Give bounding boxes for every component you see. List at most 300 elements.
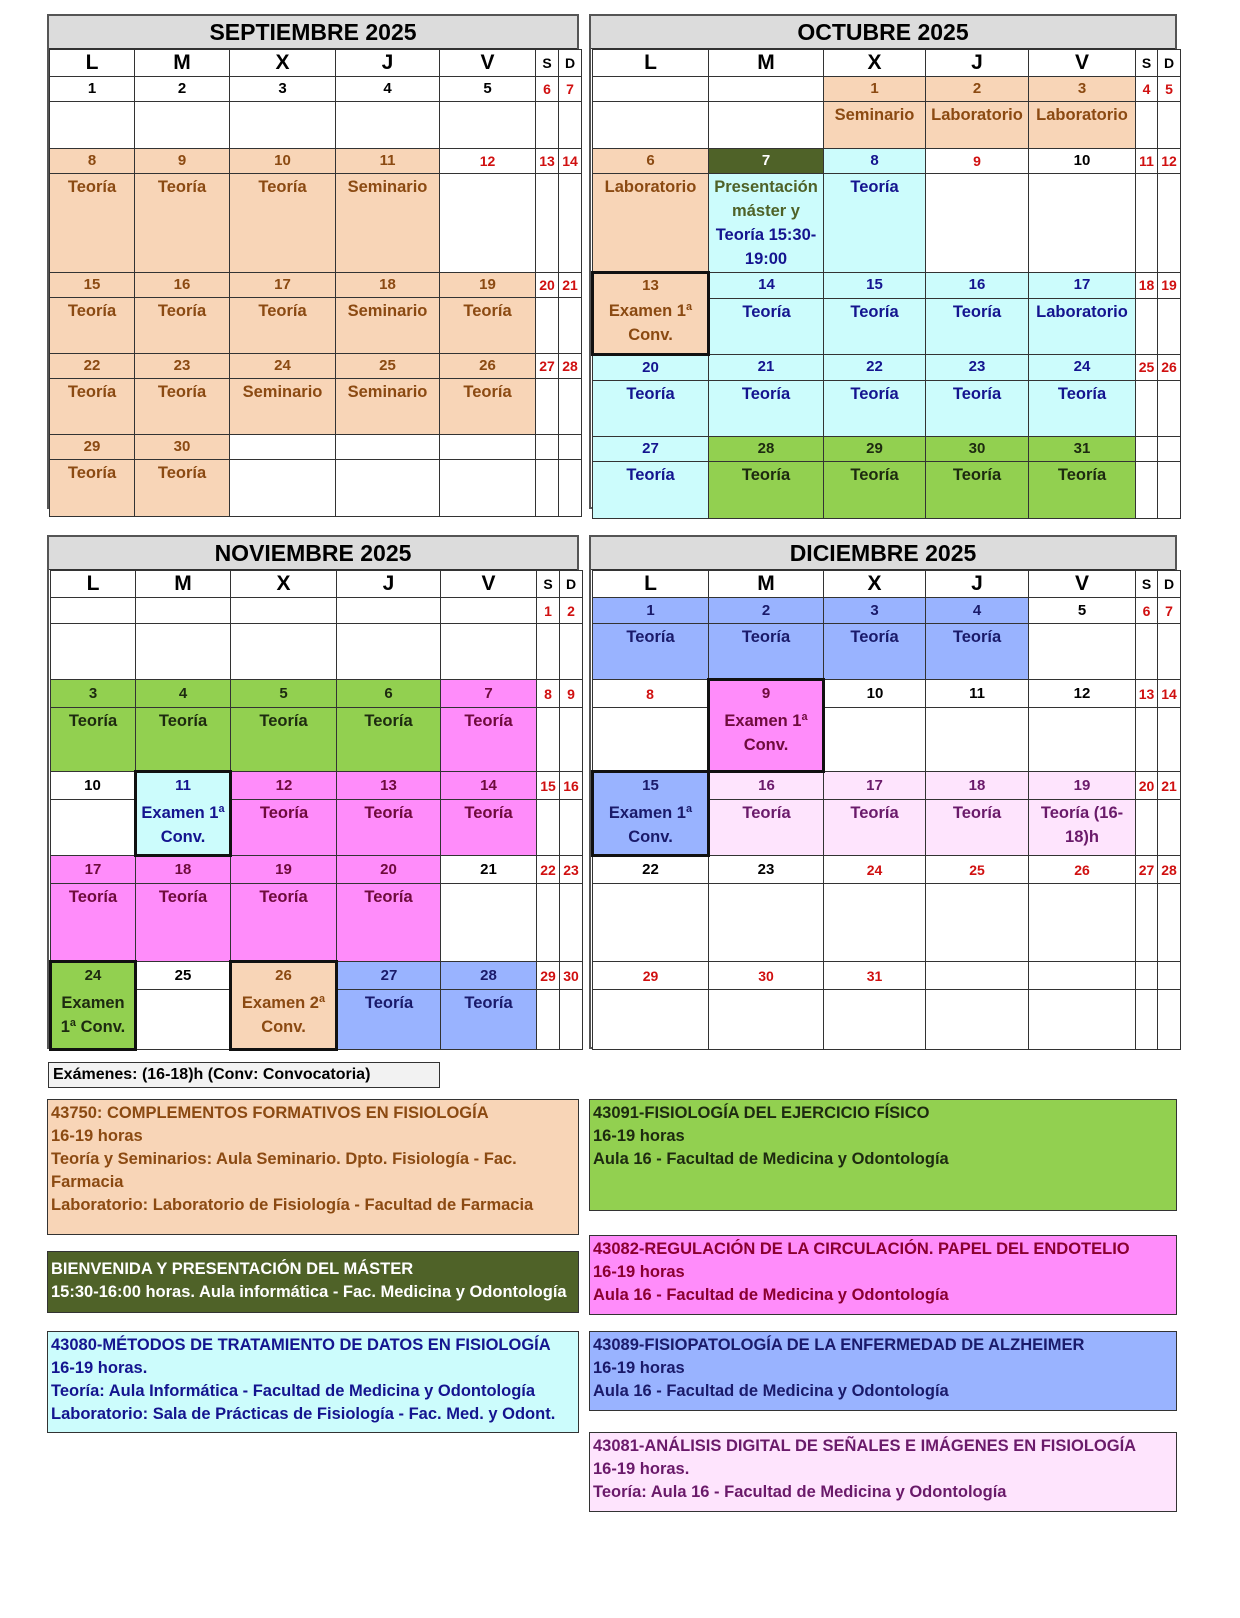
- day-event: [1029, 990, 1136, 1050]
- day-event: Teoría: [824, 624, 926, 680]
- day-event: [560, 990, 583, 1050]
- day-number: 30: [135, 435, 230, 460]
- weekday-header: M: [709, 571, 824, 598]
- day-number: 9: [135, 149, 230, 174]
- weekday-header: X: [230, 50, 336, 77]
- day-number: 7: [1158, 598, 1181, 624]
- day-event: Teoría: [337, 708, 441, 772]
- day-number: 5: [440, 77, 536, 102]
- legend-metodos-datos: [47, 1331, 579, 1433]
- day-number: 18: [136, 856, 231, 884]
- day-event: Teoría: [231, 884, 337, 962]
- day-event: Teoría (16-18)h: [1029, 800, 1136, 856]
- day-number: 23: [560, 856, 583, 884]
- day-number: 3: [51, 680, 136, 708]
- day-event: Laboratorio: [1029, 102, 1136, 149]
- legend-line: 43082-REGULACIÓN DE LA CIRCULACIÓN. PAPEL DEL ENDOTELIO: [593, 1240, 1130, 1258]
- day-event: [1029, 884, 1136, 962]
- legend-line: 43089-FISIOPATOLOGÍA DE LA ENFERMEDAD DE ALZHEIMER: [593, 1336, 1085, 1354]
- day-number: 8: [824, 149, 926, 174]
- day-event: [537, 708, 560, 772]
- day-number: 14: [1158, 680, 1181, 708]
- day-number: 16: [926, 273, 1029, 299]
- day-event: Seminario: [230, 379, 336, 435]
- legend-line: 43081-ANÁLISIS DIGITAL DE SEÑALES E IMÁGENES EN FISIOLOGÍA: [593, 1437, 1137, 1455]
- day-number: 30: [709, 962, 824, 990]
- day-event: Teoría: [135, 379, 230, 435]
- day-event: [1029, 174, 1136, 273]
- day-event: [1136, 800, 1158, 856]
- day-event: [593, 884, 709, 962]
- day-number: [536, 435, 559, 460]
- day-number: 16: [135, 273, 230, 298]
- day-event: Teoría: [50, 460, 135, 517]
- day-number: 6: [1136, 598, 1158, 624]
- day-number: 28: [1158, 856, 1181, 884]
- day-event: Teoría: [1029, 380, 1136, 436]
- day-number: 15: [50, 273, 135, 298]
- day-number: 26: [1029, 856, 1136, 884]
- day-event: Teoría: [135, 174, 230, 273]
- day-event: Teoría: [337, 884, 441, 962]
- day-event: Examen 2ª Conv.: [231, 990, 337, 1050]
- day-number: [1136, 436, 1158, 461]
- day-number: 13: [593, 273, 709, 299]
- day-event: [709, 990, 824, 1050]
- day-number: 31: [1029, 436, 1136, 461]
- calendar-november: [47, 535, 579, 1049]
- day-number: 12: [440, 149, 536, 174]
- weekday-header: S: [536, 50, 559, 77]
- day-number: 25: [1136, 354, 1158, 380]
- day-event: Teoría: [230, 174, 336, 273]
- day-number: 30: [560, 962, 583, 990]
- day-number: 19: [440, 273, 536, 298]
- day-number: 13: [536, 149, 559, 174]
- day-number: [1158, 436, 1181, 461]
- day-number: 14: [709, 273, 824, 299]
- weekday-header: M: [709, 50, 824, 77]
- day-event: [536, 460, 559, 517]
- day-event: [559, 174, 582, 273]
- day-number: 2: [926, 77, 1029, 102]
- day-event: Teoría: [709, 380, 824, 436]
- day-number: [709, 77, 824, 102]
- day-event: [537, 624, 560, 680]
- day-number: 11: [136, 772, 231, 800]
- day-number: 8: [50, 149, 135, 174]
- day-number: 8: [593, 680, 709, 708]
- weekday-header: L: [593, 50, 709, 77]
- month-grid: [591, 49, 1181, 519]
- legend-line: 16-19 horas: [51, 1127, 143, 1145]
- day-event: [440, 174, 536, 273]
- weekday-header: D: [560, 571, 583, 598]
- day-number: 24: [230, 354, 336, 379]
- legend-line: 15:30-16:00 horas. Aula informática - Fac. Medicina y Odontología: [51, 1283, 567, 1301]
- day-number: 21: [441, 856, 537, 884]
- day-event: [593, 708, 709, 772]
- weekday-header: J: [336, 50, 440, 77]
- day-number: 17: [1029, 273, 1136, 299]
- legend-ejercicio-fisico: [589, 1099, 1177, 1211]
- day-number: 22: [50, 354, 135, 379]
- day-event: [1158, 990, 1181, 1050]
- day-number: 3: [1029, 77, 1136, 102]
- day-number: 26: [231, 962, 337, 990]
- day-number: 3: [230, 77, 336, 102]
- day-event: Laboratorio: [593, 174, 709, 273]
- weekday-header: D: [1158, 50, 1181, 77]
- day-event: Teoría: [440, 298, 536, 354]
- day-event: Examen 1ª Conv.: [709, 708, 824, 772]
- day-event: Teoría: [50, 298, 135, 354]
- day-event: [559, 102, 582, 149]
- legend-line: 16-19 horas.: [51, 1359, 148, 1377]
- day-number: 10: [824, 680, 926, 708]
- day-number: 20: [593, 354, 709, 380]
- day-event: Teoría: [51, 884, 136, 962]
- legend-line: Laboratorio: Sala de Prácticas de Fisiología - Fac. Med. y Odont.: [51, 1405, 556, 1423]
- day-event: [559, 379, 582, 435]
- day-event: [709, 884, 824, 962]
- day-event: [537, 884, 560, 962]
- day-event: [1136, 461, 1158, 518]
- event-presentation: Presentación máster y: [714, 178, 818, 220]
- day-number: 25: [926, 856, 1029, 884]
- day-number: 24: [51, 962, 136, 990]
- weekday-header: X: [231, 571, 337, 598]
- day-event: [536, 174, 559, 273]
- day-event: [1136, 708, 1158, 772]
- weekday-header: X: [824, 571, 926, 598]
- day-number: 18: [1136, 273, 1158, 299]
- day-event: [441, 884, 537, 962]
- day-event: Teoría: [709, 800, 824, 856]
- day-event: Seminario: [336, 379, 440, 435]
- day-event: Teoría: [230, 298, 336, 354]
- calendar-september: [47, 14, 579, 509]
- day-event: Teoría: [136, 708, 231, 772]
- day-event: [51, 624, 136, 680]
- day-event: [440, 460, 536, 517]
- day-event: [824, 708, 926, 772]
- day-event: [536, 379, 559, 435]
- weekday-header: X: [824, 50, 926, 77]
- legend-senales-imagenes: [589, 1432, 1177, 1512]
- day-event: [593, 990, 709, 1050]
- legend-line: Teoría: Aula 16 - Facultad de Medicina y Odontología: [593, 1483, 1007, 1501]
- day-number: 27: [1136, 856, 1158, 884]
- day-event: [51, 800, 136, 856]
- day-number: 29: [50, 435, 135, 460]
- day-event: [709, 174, 824, 273]
- day-event: [559, 298, 582, 354]
- day-number: 1: [537, 598, 560, 624]
- day-event: Seminario: [824, 102, 926, 149]
- day-event: Teoría: [1029, 461, 1136, 518]
- day-event: [1136, 990, 1158, 1050]
- day-number: 11: [1136, 149, 1158, 174]
- day-event: Teoría: [337, 800, 441, 856]
- day-number: 20: [1136, 772, 1158, 800]
- day-event: Teoría: [231, 800, 337, 856]
- day-event: [1136, 624, 1158, 680]
- day-number: 4: [136, 680, 231, 708]
- day-number: 22: [824, 354, 926, 380]
- day-number: 6: [536, 77, 559, 102]
- day-number: 15: [824, 273, 926, 299]
- day-number: 2: [709, 598, 824, 624]
- day-event: Teoría: [231, 708, 337, 772]
- month-grid: [591, 570, 1181, 1050]
- day-number: 12: [1029, 680, 1136, 708]
- day-event: Teoría: [824, 174, 926, 273]
- day-number: 7: [441, 680, 537, 708]
- day-number: [231, 598, 337, 624]
- legend-alzheimer: [589, 1331, 1177, 1411]
- day-number: [230, 435, 336, 460]
- day-event: [1136, 174, 1158, 273]
- day-number: 4: [1136, 77, 1158, 102]
- day-number: 23: [709, 856, 824, 884]
- day-event: Teoría: [593, 380, 709, 436]
- weekday-header: D: [559, 50, 582, 77]
- day-event: Teoría: [337, 990, 441, 1050]
- legend-line: Laboratorio: Laboratorio de Fisiología - Facultad de Farmacia: [51, 1196, 534, 1214]
- day-number: 21: [1158, 772, 1181, 800]
- weekday-header: S: [1136, 571, 1158, 598]
- day-event: Teoría: [441, 800, 537, 856]
- day-event: [1158, 174, 1181, 273]
- legend-line: Teoría: Aula Informática - Facultad de Medicina y Odontología: [51, 1382, 536, 1400]
- day-event: [560, 624, 583, 680]
- day-number: 31: [824, 962, 926, 990]
- day-number: 23: [135, 354, 230, 379]
- day-number: 12: [1158, 149, 1181, 174]
- day-event: [926, 174, 1029, 273]
- day-event: Teoría: [926, 380, 1029, 436]
- day-event: [230, 102, 336, 149]
- day-event: [440, 102, 536, 149]
- day-number: 1: [50, 77, 135, 102]
- day-number: [926, 962, 1029, 990]
- day-number: 17: [51, 856, 136, 884]
- day-event: Teoría: [824, 800, 926, 856]
- day-event: Teoría: [926, 624, 1029, 680]
- day-number: 23: [926, 354, 1029, 380]
- day-event: Examen 1ª Conv.: [593, 800, 709, 856]
- day-number: [440, 435, 536, 460]
- day-event: Examen 1ª Conv.: [593, 298, 709, 354]
- day-number: 3: [824, 598, 926, 624]
- day-event: Teoría: [926, 800, 1029, 856]
- day-number: [136, 598, 231, 624]
- day-number: 18: [926, 772, 1029, 800]
- day-number: 17: [230, 273, 336, 298]
- day-number: 7: [559, 77, 582, 102]
- day-event: [136, 990, 231, 1050]
- day-number: 4: [336, 77, 440, 102]
- day-event: Teoría: [824, 461, 926, 518]
- day-event: [1029, 708, 1136, 772]
- day-number: 9: [709, 680, 824, 708]
- day-event: [1158, 298, 1181, 354]
- day-number: 24: [1029, 354, 1136, 380]
- weekday-header: J: [926, 50, 1029, 77]
- day-event: Seminario: [336, 298, 440, 354]
- day-event: Teoría: [824, 298, 926, 354]
- day-event: [336, 102, 440, 149]
- weekday-header: V: [1029, 50, 1136, 77]
- weekday-header: J: [926, 571, 1029, 598]
- day-number: 2: [560, 598, 583, 624]
- day-event: [537, 990, 560, 1050]
- legend-line: 43750: COMPLEMENTOS FORMATIVOS EN FISIOLOGÍA: [51, 1104, 489, 1122]
- day-number: 6: [337, 680, 441, 708]
- day-number: 25: [336, 354, 440, 379]
- day-number: 1: [593, 598, 709, 624]
- weekday-header: S: [537, 571, 560, 598]
- day-event: Teoría: [593, 624, 709, 680]
- day-event: Teoría: [50, 174, 135, 273]
- weekday-header: V: [441, 571, 537, 598]
- day-event: [560, 800, 583, 856]
- day-event: Teoría: [135, 298, 230, 354]
- day-event: [1136, 298, 1158, 354]
- day-number: 5: [231, 680, 337, 708]
- day-event: Teoría: [926, 298, 1029, 354]
- legend-line: Aula 16 - Facultad de Medicina y Odontología: [593, 1382, 949, 1400]
- weekday-header: L: [50, 50, 135, 77]
- day-event: Teoría: [441, 708, 537, 772]
- month-grid: [49, 49, 582, 517]
- weekday-header: L: [51, 571, 136, 598]
- day-number: 2: [135, 77, 230, 102]
- day-event: Examen 1ª Conv.: [51, 990, 136, 1050]
- weekday-header: L: [593, 571, 709, 598]
- day-number: 10: [1029, 149, 1136, 174]
- day-number: 21: [709, 354, 824, 380]
- day-number: 20: [337, 856, 441, 884]
- day-number: [336, 435, 440, 460]
- day-number: [1136, 962, 1158, 990]
- day-number: 15: [593, 772, 709, 800]
- day-event: [50, 102, 135, 149]
- day-number: 19: [1158, 273, 1181, 299]
- day-number: 22: [537, 856, 560, 884]
- day-event: Examen 1ª Conv.: [136, 800, 231, 856]
- day-number: 29: [593, 962, 709, 990]
- calendar-october: [589, 14, 1177, 509]
- month-title: DICIEMBRE 2025: [591, 537, 1175, 570]
- day-number: 11: [336, 149, 440, 174]
- day-event: [1158, 380, 1181, 436]
- day-number: 6: [593, 149, 709, 174]
- day-number: 7: [709, 149, 824, 174]
- day-event: [926, 990, 1029, 1050]
- day-number: 27: [593, 436, 709, 461]
- day-number: [1029, 962, 1136, 990]
- day-number: 27: [337, 962, 441, 990]
- day-event: Teoría: [709, 624, 824, 680]
- day-number: 28: [441, 962, 537, 990]
- day-number: 19: [1029, 772, 1136, 800]
- day-number: 14: [559, 149, 582, 174]
- weekday-header: D: [1158, 571, 1181, 598]
- day-number: [51, 598, 136, 624]
- day-number: 29: [537, 962, 560, 990]
- day-number: 27: [536, 354, 559, 379]
- legend-line: Teoría y Seminarios: Aula Seminario. Dpto. Fisiología - Fac. Farmacia: [51, 1150, 517, 1191]
- day-event: Seminario: [336, 174, 440, 273]
- day-number: 13: [337, 772, 441, 800]
- day-event: [824, 990, 926, 1050]
- day-event: Teoría: [440, 379, 536, 435]
- day-number: 29: [824, 436, 926, 461]
- weekday-header: J: [337, 571, 441, 598]
- legend-circulacion: [589, 1235, 1177, 1315]
- legend-line: 16-19 horas: [593, 1127, 685, 1145]
- day-event: [537, 800, 560, 856]
- day-number: 26: [440, 354, 536, 379]
- month-grid: [49, 570, 583, 1051]
- day-event: [536, 298, 559, 354]
- day-number: 10: [230, 149, 336, 174]
- day-event: [536, 102, 559, 149]
- day-event: [136, 624, 231, 680]
- day-event: [560, 884, 583, 962]
- day-event: [1158, 102, 1181, 149]
- day-event: [441, 624, 537, 680]
- month-title: SEPTIEMBRE 2025: [49, 16, 577, 49]
- day-event: Teoría: [709, 461, 824, 518]
- legend-complementos: [47, 1099, 579, 1235]
- day-number: 5: [1029, 598, 1136, 624]
- day-number: 12: [231, 772, 337, 800]
- day-event: [560, 708, 583, 772]
- legend-bienvenida: [47, 1251, 579, 1313]
- day-event: Teoría: [709, 298, 824, 354]
- day-number: [593, 77, 709, 102]
- day-event: [824, 884, 926, 962]
- day-number: 19: [231, 856, 337, 884]
- day-number: 16: [709, 772, 824, 800]
- day-event: [231, 624, 337, 680]
- day-event: Teoría: [136, 884, 231, 962]
- day-event: Teoría: [926, 461, 1029, 518]
- month-title: NOVIEMBRE 2025: [49, 537, 577, 570]
- day-number: 8: [537, 680, 560, 708]
- day-number: [559, 435, 582, 460]
- weekday-header: S: [1136, 50, 1158, 77]
- weekday-header: M: [135, 50, 230, 77]
- legend-line: 16-19 horas.: [593, 1460, 690, 1478]
- day-event: [230, 460, 336, 517]
- day-event: [1136, 380, 1158, 436]
- weekday-header: M: [136, 571, 231, 598]
- day-number: 18: [336, 273, 440, 298]
- day-event: [337, 624, 441, 680]
- day-event: [1136, 102, 1158, 149]
- day-number: 24: [824, 856, 926, 884]
- weekday-header: V: [440, 50, 536, 77]
- day-event: Teoría: [593, 461, 709, 518]
- day-event: [1029, 624, 1136, 680]
- day-event: [135, 102, 230, 149]
- day-event: Teoría: [824, 380, 926, 436]
- day-number: 10: [51, 772, 136, 800]
